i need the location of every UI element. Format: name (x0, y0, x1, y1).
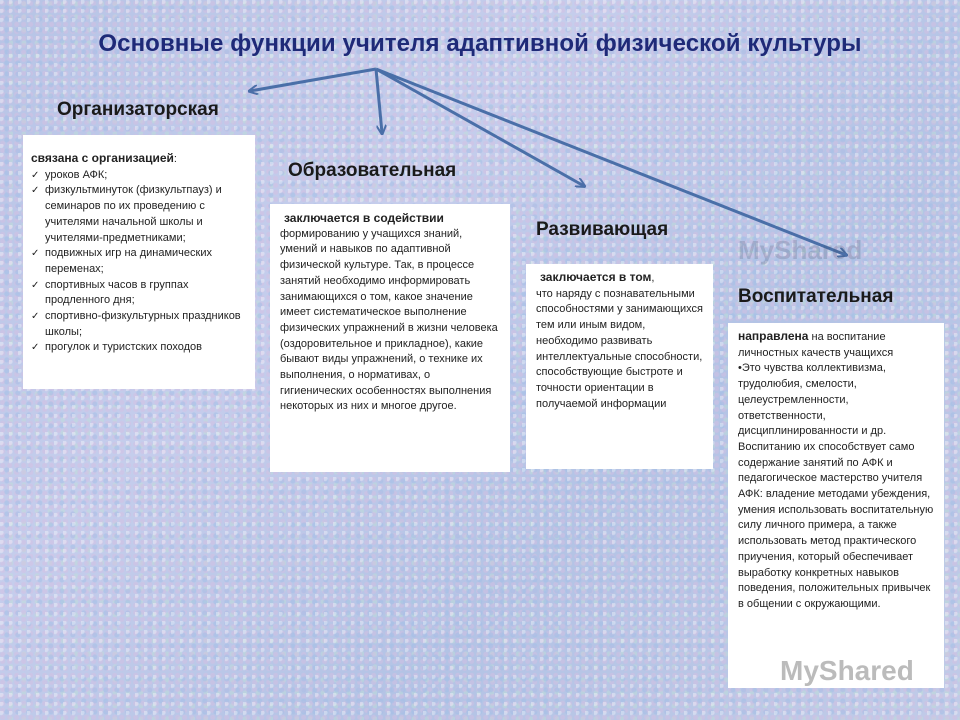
box-organizational (23, 135, 255, 389)
list-item: ✓ спортивно-физкультурных праздников школы; (31, 309, 247, 340)
heading-educational: Образовательная (288, 160, 457, 181)
list-item: ✓ спортивных часов в группах продленного дня; (31, 278, 247, 309)
text-developing: что наряду с познавательными способностями у занимающихся тем или иным видом, необходимо развивать интеллектуальные способности, способствующие быстроте и точности ориентации в получаемой информации (536, 287, 703, 410)
text-educative: •Это чувства коллективизма, трудолюбия, смелости, целеустремленности, ответственности, дисциплинированности и др. Воспитанию их способствует само содержание занятий по АФК и педагогическое мастерство учителя АФК: владение методами убеждения, умения использовать воспитательную силу личного примера, а также использовать метод практического приучения, который обеспечивает выработку конкретных навыков поведения, положительных привычек в общении с окружающими. (738, 362, 934, 610)
box-developing (526, 264, 713, 469)
list-item: ✓ подвижных игр на динамических переменах; (31, 246, 247, 277)
arrow-educational (376, 69, 382, 133)
text-educational: формированию у учащихся знаний, умений и навыков по адаптивной физической культуре. Так, в процессе занятий необходимо информировать занимающихся о том, какое значение имеет систематическое выполнение физических упражнений в жизни человека (оздоровительное и прикладное), какие бывают виды упражнений, о технике их выполнения, о нормативах, о гигиенических особенностях выполнения некоторых из них и многое другое. (280, 227, 498, 413)
lead-developing: заключается в том, (540, 270, 655, 284)
lead-organizational: связана с организацией: (31, 151, 177, 165)
box-educative (728, 323, 944, 688)
list-item: ✓ физкультминуток (физкультпауз) и семинаров по их проведению с учителями начальной школы и учителями-предметниками; (31, 183, 247, 246)
arrow-organizational (250, 69, 376, 91)
lead-educative: направлена на воспитание личностных качеств учащихся (738, 329, 894, 359)
box-educational (270, 204, 510, 472)
watermark-logo: MyShared (780, 655, 914, 686)
list-item: ✓ прогулок и туристских походов (31, 340, 247, 356)
heading-developing: Развивающая (536, 219, 669, 240)
list-item: ✓ уроков АФК; (31, 168, 247, 184)
list-organizational (31, 168, 247, 356)
lead-educational: заключается в содействии (284, 211, 444, 225)
heading-organizational: Организаторская (57, 99, 219, 120)
page-title: Основные функции учителя адаптивной физической культуры (98, 30, 862, 57)
heading-educative: Воспитательная (738, 286, 894, 307)
watermark-mid: MyShared (738, 235, 863, 265)
